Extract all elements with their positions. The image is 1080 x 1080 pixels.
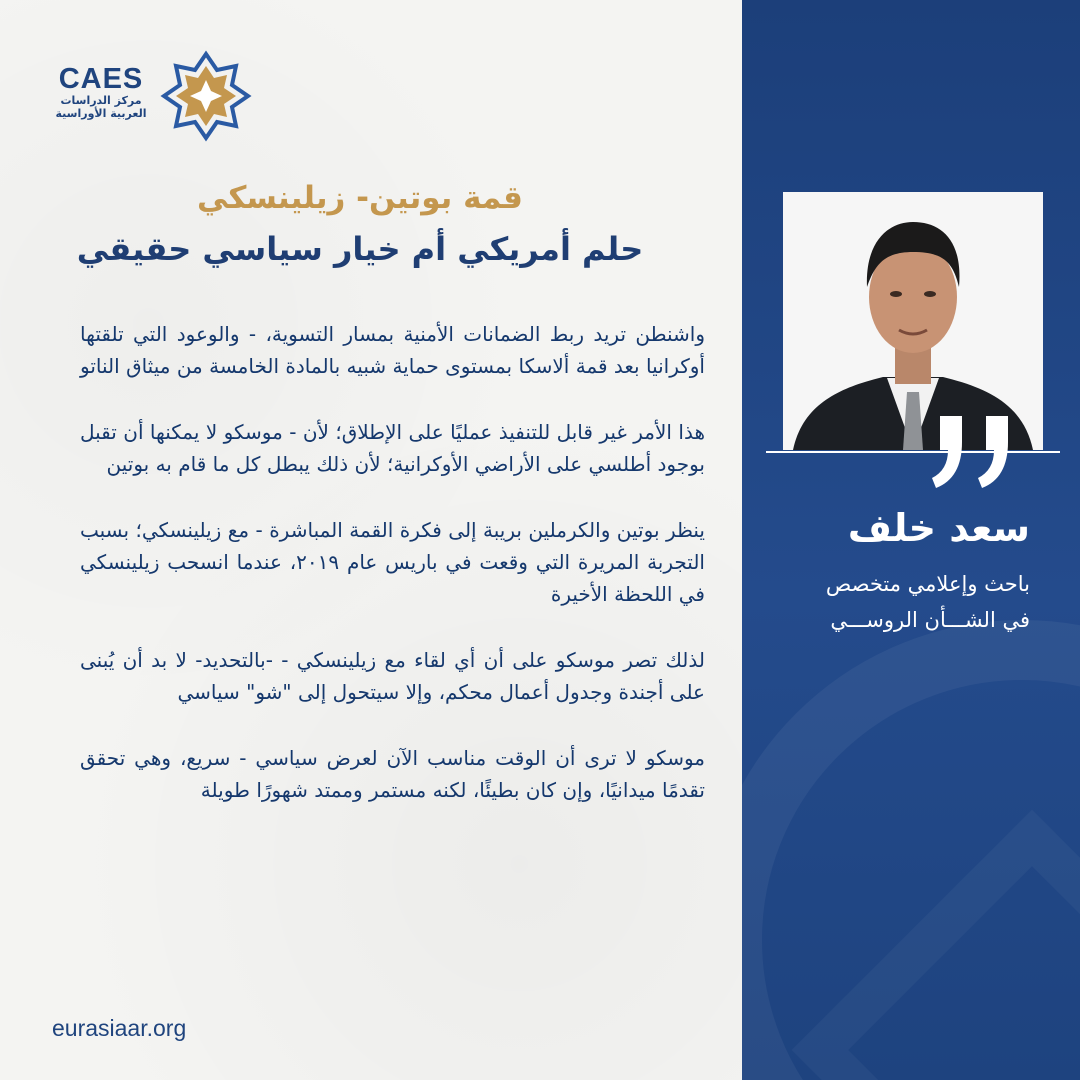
paragraph: موسكو لا ترى أن الوقت مناسب الآن لعرض سياسي - سريع، وهي تحقق تقدمًا ميدانيًا، وإن كان بطيئًا، لكنه مستمر وممتد شهورًا طويلة	[80, 746, 705, 802]
logo-text	[52, 64, 150, 120]
quote-mark-icon	[922, 398, 1032, 498]
author-name: سعد خلف	[847, 506, 1030, 550]
paragraph: لذلك تصر موسكو على أن أي لقاء مع زيلينسكي - -بالتحديد- لا بد أن يُبنى على أجندة وجدول أعمال محكم، وإلا سيتحول إلى "شو" سياسي	[80, 648, 705, 704]
paragraph: واشنطن تريد ربط الضمانات الأمنية بمسار التسوية، - والوعود التي تلقتها أوكرانيا بعد قمة ألاسكا بمستوى حماية شبيه بالمادة الخامسة من ميثاق الناتو	[80, 322, 705, 378]
subheadline: حلم أمريكي أم خيار سياسي حقيقي	[76, 230, 644, 268]
website-link[interactable]: eurasiaar.org	[52, 1015, 187, 1041]
author-role	[770, 566, 1030, 638]
star-logo-icon	[160, 50, 252, 142]
caes-logo	[52, 50, 252, 140]
author-role-line1: باحث وإعلامي متخصص	[825, 572, 1030, 596]
paragraph: ينظر بوتين والكرملين بريبة إلى فكرة القمة المباشرة - مع زيلينسكي؛ بسبب التجربة المريرة التي وقعت في باريس عام ٢٠١٩، عندما انسحب زيلينسكي في اللحظة الأخيرة	[80, 518, 705, 606]
paragraph: هذا الأمر غير قابل للتنفيذ عمليًا على الإطلاق؛ لأن - موسكو لا يمكنها أن تقبل بوجود أطلسي على الأراضي الأوكرانية؛ لأن ذلك يبطل كل ما قام به بوتين	[80, 420, 705, 476]
logo-name-line2: العربية الأوراسية	[55, 107, 147, 120]
headline: قمة بوتين- زيلينسكي	[197, 180, 523, 216]
logo-name-line1: مركز الدراسات	[60, 94, 142, 107]
author-role-line2: في الشـــأن الروســـي	[830, 608, 1030, 632]
article-body	[80, 318, 705, 840]
logo-acronym: CAES	[58, 63, 144, 95]
